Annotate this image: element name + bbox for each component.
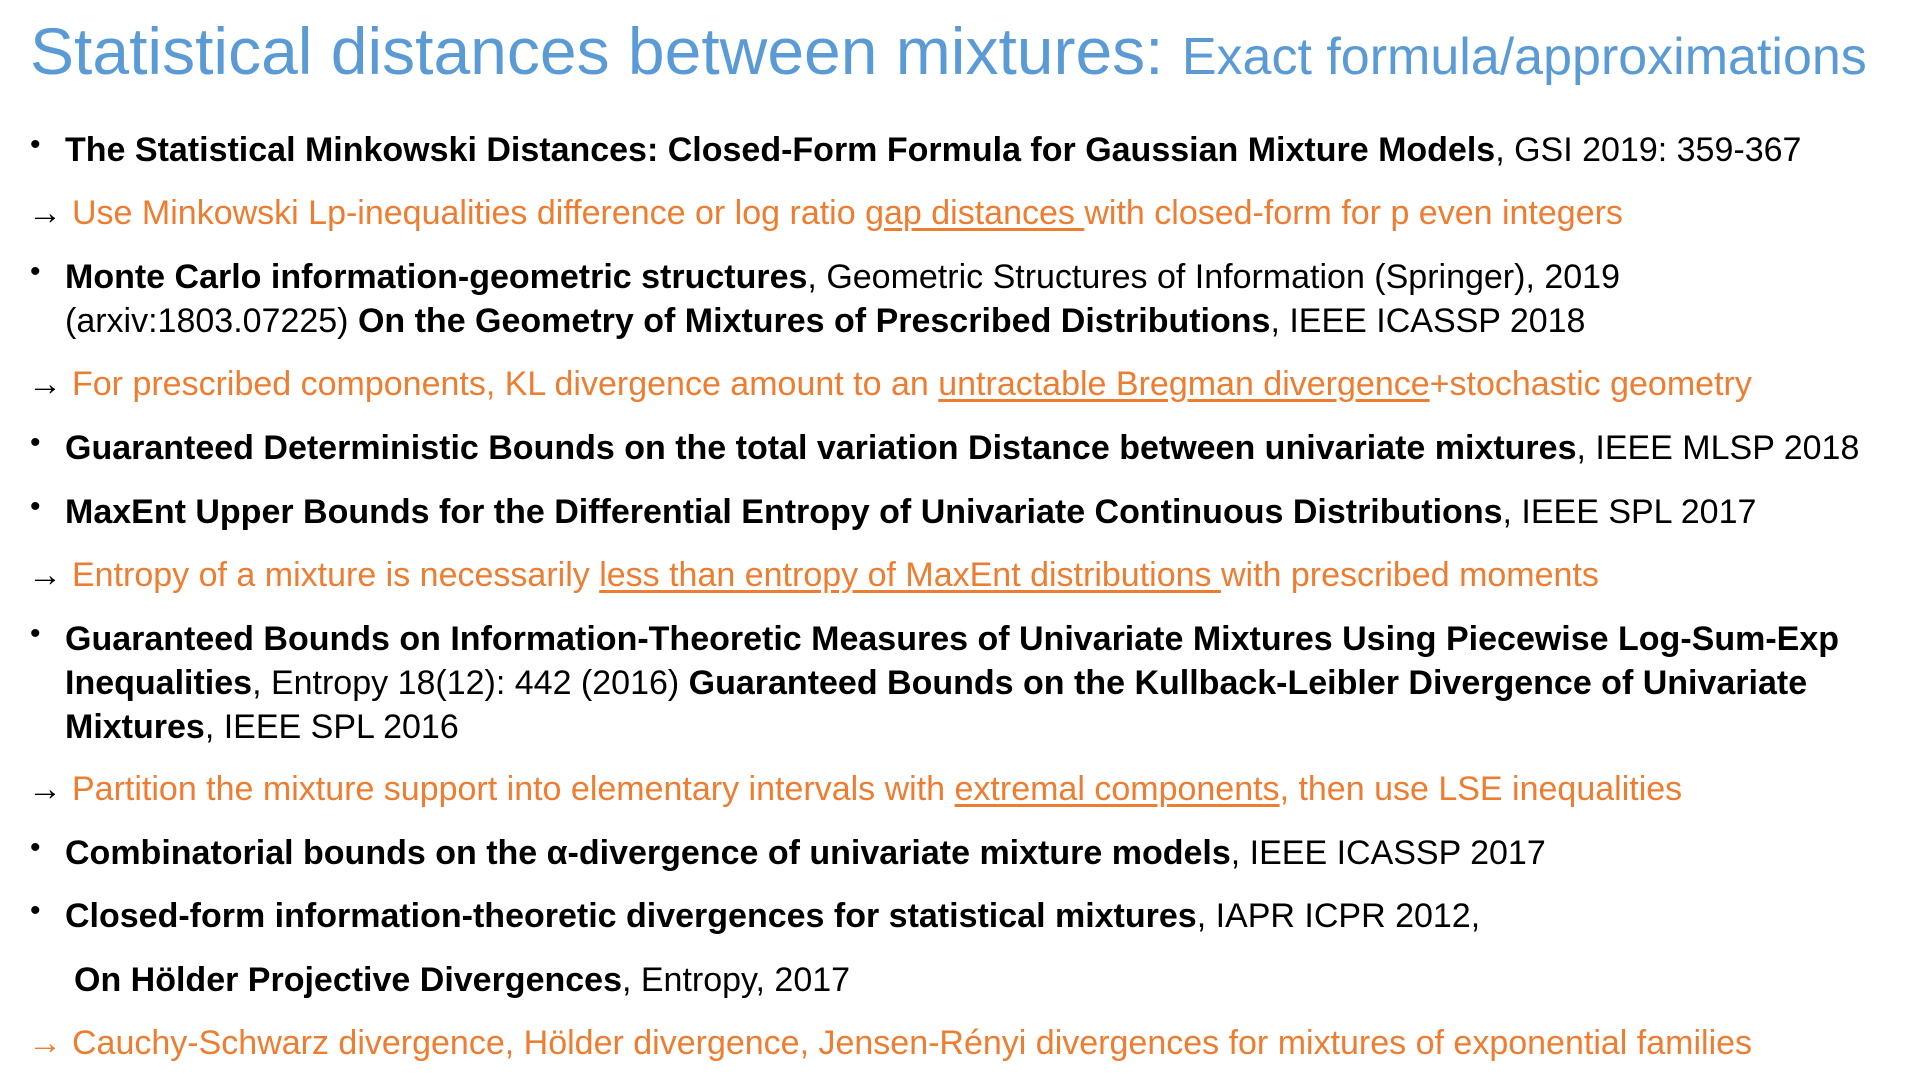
- reference-arxiv: (arxiv:1803.07225): [65, 302, 358, 340]
- bullet-1: •: [30, 128, 41, 161]
- note-underlined: untractable Bregman divergence: [938, 365, 1430, 403]
- note-cauchy-schwarz: [28, 1021, 1752, 1065]
- note-underlined: less than entropy of MaxEnt distributions: [599, 556, 1221, 594]
- reference-title: Guaranteed Deterministic Bounds on the total variation Distance between univariate mixtures: [65, 429, 1577, 467]
- arrow-icon: →: [28, 1024, 62, 1062]
- reference-venue: , IAPR ICPR 2012,: [1196, 897, 1481, 935]
- arrow-icon: →: [28, 194, 62, 232]
- bullet-6: •: [30, 831, 41, 864]
- bullet-4: •: [30, 490, 41, 523]
- reference-venue-2: , IEEE SPL 2016: [204, 708, 459, 746]
- reference-venue: , IEEE MLSP 2018: [1576, 429, 1860, 467]
- reference-venue-2: , IEEE ICASSP 2018: [1270, 302, 1586, 340]
- reference-title: Combinatorial bounds on the α-divergence of univariate mixture models: [65, 834, 1231, 872]
- reference-venue: , Entropy 18(12): 442 (2016): [252, 664, 689, 702]
- reference-total-variation: [65, 426, 1905, 470]
- bullet-3: •: [30, 426, 41, 459]
- note-text: Entropy of a mixture is necessarily: [72, 556, 600, 594]
- reference-title: On Hölder Projective Divergences: [74, 961, 622, 999]
- reference-monte-carlo: [65, 255, 1905, 343]
- reference-venue: , IEEE ICASSP 2017: [1230, 834, 1546, 872]
- reference-title-2: Guaranteed Bounds on the Kullback-Leibler Divergence of Univariate: [688, 664, 1808, 702]
- note-text-end: +stochastic geometry: [1429, 365, 1752, 403]
- reference-holder: [74, 958, 1914, 1002]
- note-text: For prescribed components, KL divergence amount to an: [72, 365, 939, 403]
- note-minkowski: [28, 191, 1623, 235]
- title-subtitle: Exact formula/approximations: [1181, 28, 1867, 86]
- note-text-end: , then use LSE inequalities: [1279, 770, 1683, 808]
- note-underlined: gap distances: [865, 194, 1085, 232]
- arrow-icon: →: [28, 365, 62, 403]
- reference-title: Guaranteed Bounds on Information-Theoretic Measures of Univariate Mixtures Using Piecewise Log-Sum-Exp: [65, 620, 1839, 658]
- bullet-2: •: [30, 255, 41, 288]
- note-partition: [28, 767, 1682, 811]
- reference-title: The Statistical Minkowski Distances: Closed-Form Formula for Gaussian Mixture Models: [65, 131, 1496, 169]
- note-text-end: with closed-form for p even integers: [1084, 194, 1623, 232]
- reference-title: MaxEnt Upper Bounds for the Differential Entropy of Univariate Continuous Distributions: [65, 493, 1503, 531]
- reference-title: Monte Carlo information-geometric structures: [65, 258, 808, 296]
- reference-venue: , GSI 2019: 359-367: [1495, 131, 1802, 169]
- note-underlined: extremal components: [954, 770, 1280, 808]
- arrow-icon: →: [28, 556, 62, 594]
- reference-minkowski: [65, 128, 1905, 172]
- bullet-5: •: [30, 617, 41, 650]
- reference-venue: , IEEE SPL 2017: [1502, 493, 1757, 531]
- note-text: Cauchy-Schwarz divergence, Hölder divergence, Jensen-Rényi divergences for mixtures of exponential families: [72, 1024, 1753, 1062]
- reference-title-cont: Inequalities: [65, 664, 253, 702]
- reference-maxent: [65, 490, 1905, 534]
- bullet-7: •: [30, 894, 41, 927]
- reference-closed-form: [65, 894, 1905, 938]
- slide-title: [30, 14, 1867, 88]
- reference-title-2-cont: Mixtures: [65, 708, 205, 746]
- reference-venue: , Geometric Structures of Information (Springer), 2019: [807, 258, 1620, 296]
- note-text: Partition the mixture support into elementary intervals with: [72, 770, 955, 808]
- arrow-icon: →: [28, 770, 62, 808]
- note-text: Use Minkowski Lp-inequalities difference or log ratio: [72, 194, 866, 232]
- title-main: Statistical distances between mixtures:: [30, 14, 1182, 88]
- reference-title: Closed-form information-theoretic divergences for statistical mixtures: [65, 897, 1197, 935]
- note-text-end: with prescribed moments: [1220, 556, 1599, 594]
- reference-combinatorial: [65, 831, 1905, 875]
- reference-guaranteed-bounds: [65, 617, 1905, 749]
- reference-venue: , Entropy, 2017: [621, 961, 851, 999]
- note-entropy: [28, 553, 1599, 597]
- note-prescribed: [28, 362, 1752, 406]
- reference-title-2: On the Geometry of Mixtures of Prescribed Distributions: [357, 302, 1271, 340]
